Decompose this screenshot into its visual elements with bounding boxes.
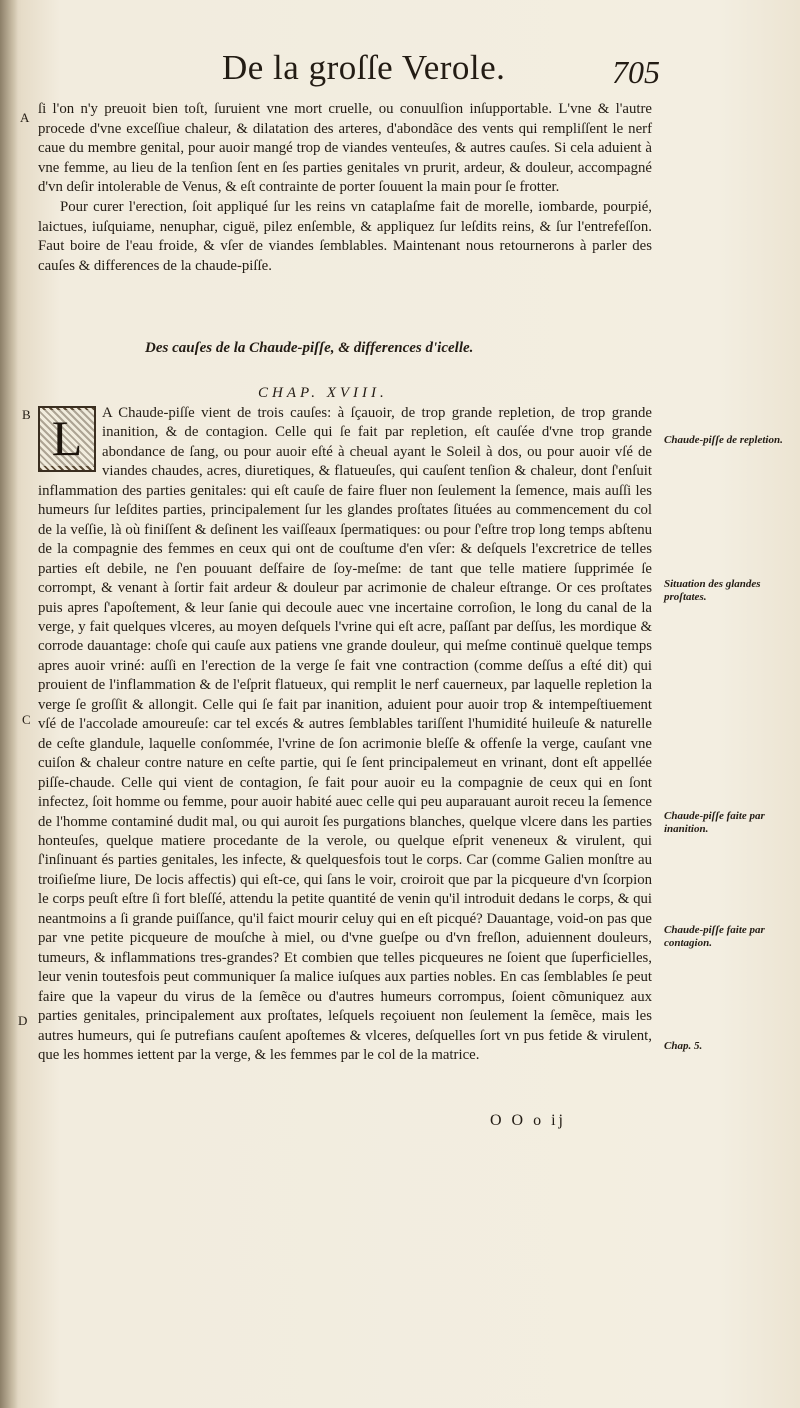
margin-note-contagion: Chaude-piſſe faite par contagion. xyxy=(664,924,765,949)
paragraph-continuation: ſi l'on n'y preuoit bien toſt, ſuruient vne mort cruelle, ou conuulſion inſupportable. L'vne & l'autre procede d'vne exceſſiue chaleur, & dilatation des arteres, d'abondãce des vents qui rempliſſent le nerf caue du membre genital, pour auoir mangé trop de viandes venteuſes, & autres cauſes. Si cela aduient à vne femme, au lieu de la tenſion ſent en ſes parties genitales vn prurit, ardeur, & douleur, accompagné d'vn deſir intolerable de Venus, & eſt contrainte de porter ſouuent la main pour ſe frotter. xyxy=(38,101,652,196)
margin-letter-a: A xyxy=(20,110,30,125)
page-number: 705 xyxy=(612,54,660,90)
page-header xyxy=(0,48,800,98)
section-heading: Des cauſes de la Chaude-piſſe, & differences d'icelle. xyxy=(145,340,474,356)
margin-letter-b: B xyxy=(22,407,31,422)
book-gutter xyxy=(0,0,18,1408)
margin-note-repletion: Chaude-piſſe de repletion. xyxy=(664,434,783,446)
decorated-initial xyxy=(38,406,96,472)
chapter-body xyxy=(38,404,652,1065)
running-head: De la groſſe Verole. xyxy=(222,48,506,87)
margin-note-chapter-ref: Chap. 5. xyxy=(664,1040,703,1052)
chapter-text: A Chaude-piſſe vient de trois cauſes: à ſçauoir, de trop grande repletion, de trop grande inanition, & de contagion. Celle qui ſe fait par repletion, eſt cauſée d'vne trop grande abondance de ſang, ou pour auoir eſté à cheual ayant le Soleil à dos, ou pour auoir vſé de viandes chaudes, acres, diuretiques, & flatueuſes, qui cauſent tenſion & chaleur, dont ſ'enſuit inflammation des parties genitales: qui eſt cauſe de faire fluer non ſeulement la ſemence, mais auſſi les humeurs ſur leſdites parties, principalement ſur les glandes proſtates ſituées au commencement du col de la veſſie, là où finiſſent & deſinent les vaiſſeaux ſpermatiques: ou pour ſ'eſtre trop long temps abſtenu de la compagnie des femmes en ceux qui ont de couſtume d'en vſer: & deſquels l'excretrice de telles parties eſt debile, ne ſ'en pouuant deſfaire de ſoy-meſme: de tant que telle matiere ſupprimée ſe corrompt, & venant à ſortir fait ardeur & douleur par acrimonie de chaleur eſtrange. Or ces proſtates puis apres ſ'apoſtement, & leur ſanie qui decoule auec vne incertaine corroſion, le long du canal de la verge, y fait quelques vlceres, au moyen deſquels l'vrine qui eſt acre, paſſant par deſſus, les mordique & corrode dauantage: choſe qui cauſe aux patiens vne grande douleur, qui meſme continuë quelque temps apres auoir vriné: auſſi en l'erection de la verge ſe fait vne contraction (comme deſſus a eſté dit) qui prouient de l'inflammation & de l'eſprit flatueux, qui remplit le nerf cauerneux, par laquelle repletion la verge ſe groſſit & allongit. Celle qui ſe fait par inanition, aduient pour auoir trop & intempeſtiuement vſé de l'accolade amoureuſe: car tel excés & autres ſemblables tariſſent l'humidité huileuſe & naturelle de ceſte glandule, laquelle conſommée, l'vrine de ſon acrimonie bleſſe & offenſe la verge, cauſant vne cuiſon & chaleur contre nature en ceſte partie, qui ſe ſent principalemeut en vrinant, dont eſt appellée piſſe-chaude. Celle qui vient de contagion, ſe fait pour auoir eu la compagnie de ceux qui en ſont infectez, ſoit homme ou femme, pour auoir habité auec celle qui peu auparauant auroit receu la ſemence de l'homme contaminé dudit mal, ou qui auroit ſes purgations blanches, quelque vlcere dans les parties honteuſes, quelque matiere procedante de la verole, ou quelque eſprit veneneux & virulent, qui ſ'inſinuant és parties genitales, les infecte, & quelquesfois tout le corps. Car (comme Galien monſtre au troiſieſme liure, De locis affectis) qui eſt-ce, qui ſans le voir, croiroit que par la picqueure d'vn ſcorpion le corps peuſt eſtre ſi fort bleſſé, attendu la petite quantité de venin qu'il introduit dedans le corps, & qui neantmoins a ſi grande puiſſance, qu'il faict mourir celuy qui en eſt picqué? Dauantage, void-on pas que par vne petite picqueure de mouſche à miel, ou d'vne gueſpe ou d'vn freſlon, aduiennent douleurs, tumeurs, & inflammations tres-grandes? Et combien que telles picqueures ne ſoient que ſuperficielles, leur venin toutesfois peut communiquer ſa malice iuſques aux parties nobles. En cas ſemblables ſe peut faire que la vapeur du virus de la ſemẽce ou d'autres humeurs corrompus, ſoient cõmuniquez aux parties genitales, principalement aux proſtates, leſquels reçoiuent non ſeulement la ſemẽce, mais les autres humeurs, qui ſe putrefians cauſent apoſtemes & vlceres, deſquelles ſort vn pus fetide & virulent, que les hommes iettent par la verge, & les femmes par le col de la matrice. xyxy=(38,405,652,1063)
margin-letter-d: D xyxy=(18,1013,28,1028)
signature-mark: O O o ij xyxy=(490,1112,566,1129)
paragraph-cure: Pour curer l'erection, ſoit appliqué ſur les reins vn cataplaſme fait de morelle, iombarde, pourpié, laictues, iuſquiame, nenuphar, ciguë, pilez enſemble, & appliquez ſur leſdits reins, & ſur l'entrefeſſon. Faut boire de l'eau froide, & vſer de viandes ſemblables. Maintenant nous retournerons à parler des cauſes & differences de la chaude-piſſe. xyxy=(38,198,652,274)
margin-letter-c: C xyxy=(22,712,31,727)
initial-letter: L xyxy=(40,410,94,466)
chapter-title: CHAP. XVIII. xyxy=(258,385,388,401)
margin-note-inanition: Chaude-piſſe faite par inanition. xyxy=(664,810,765,835)
top-text xyxy=(38,100,652,276)
margin-note-prostates: Situation des glandes proſtates. xyxy=(664,578,761,603)
